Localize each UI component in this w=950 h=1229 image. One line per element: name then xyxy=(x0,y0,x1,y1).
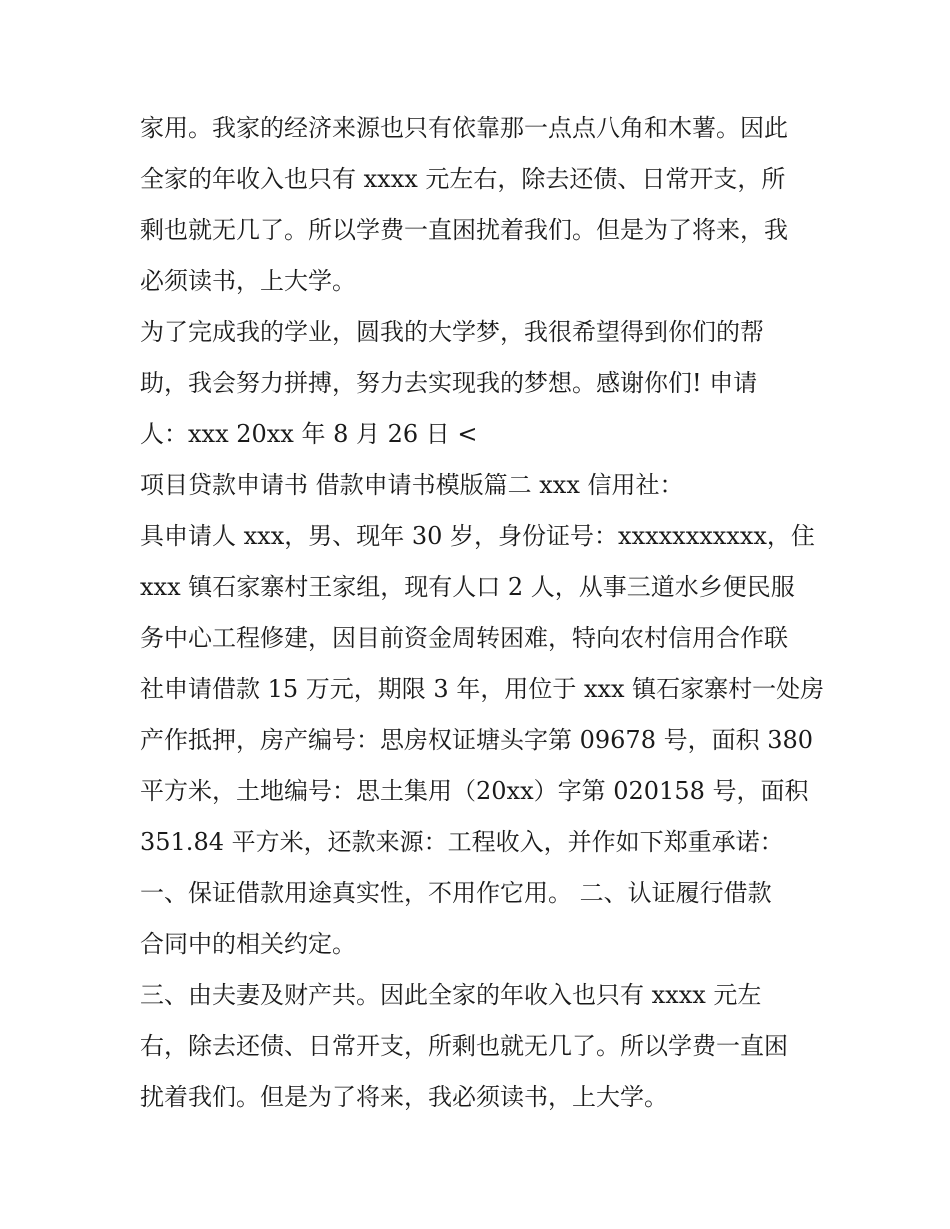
text-line: 合同中的相关约定。 xyxy=(140,930,356,958)
text-line: 右，除去还债、日常开支，所剩也就无几了。所以学费一直困 xyxy=(140,1032,788,1060)
text-line: 人：xxx 20xx 年 8 月 26 日 < xyxy=(140,420,478,448)
text-line: 平方米，土地编号：思土集用（20xx）字第 020158 号，面积 xyxy=(140,777,809,805)
text-line: 必须读书，上大学。 xyxy=(140,267,356,295)
text-line: 一、保证借款用途真实性，不用作它用。 二、认证履行借款 xyxy=(140,879,772,907)
text-line: 剩也就无几了。所以学费一直困扰着我们。但是为了将来，我 xyxy=(140,216,788,244)
text-line: 助，我会努力拼搏，努力去实现我的梦想。感谢你们! 申请 xyxy=(140,369,758,397)
body-text xyxy=(140,103,830,1123)
text-line: 全家的年收入也只有 xxxx 元左右，除去还债、日常开支，所 xyxy=(140,165,786,193)
text-line: 扰着我们。但是为了将来，我必须读书，上大学。 xyxy=(140,1083,668,1111)
text-line: 产作抵押，房产编号：思房权证塘头字第 09678 号，面积 380 xyxy=(140,726,814,754)
text-line: 具申请人 xxx，男、现年 30 岁，身份证号：xxxxxxxxxxx，住 xyxy=(140,522,815,550)
text-line: 项目贷款申请书 借款申请书模版篇二 xxx 信用社： xyxy=(140,471,684,499)
text-line: 家用。我家的经济来源也只有依靠那一点点八角和木薯。因此 xyxy=(140,114,788,142)
text-line: 为了完成我的学业，圆我的大学梦，我很希望得到你们的帮 xyxy=(140,318,764,346)
text-line: 351.84 平方米，还款来源：工程收入，并作如下郑重承诺： xyxy=(140,828,784,856)
text-line: xxx 镇石家寨村王家组，现有人口 2 人，从事三道水乡便民服 xyxy=(140,573,795,601)
text-line: 务中心工程修建，因目前资金周转困难，特向农村信用合作联 xyxy=(140,624,788,652)
text-line: 三、由夫妻及财产共。因此全家的年收入也只有 xxxx 元左 xyxy=(140,981,762,1009)
text-line: 社申请借款 15 万元，期限 3 年，用位于 xxx 镇石家寨村一处房 xyxy=(140,675,825,703)
